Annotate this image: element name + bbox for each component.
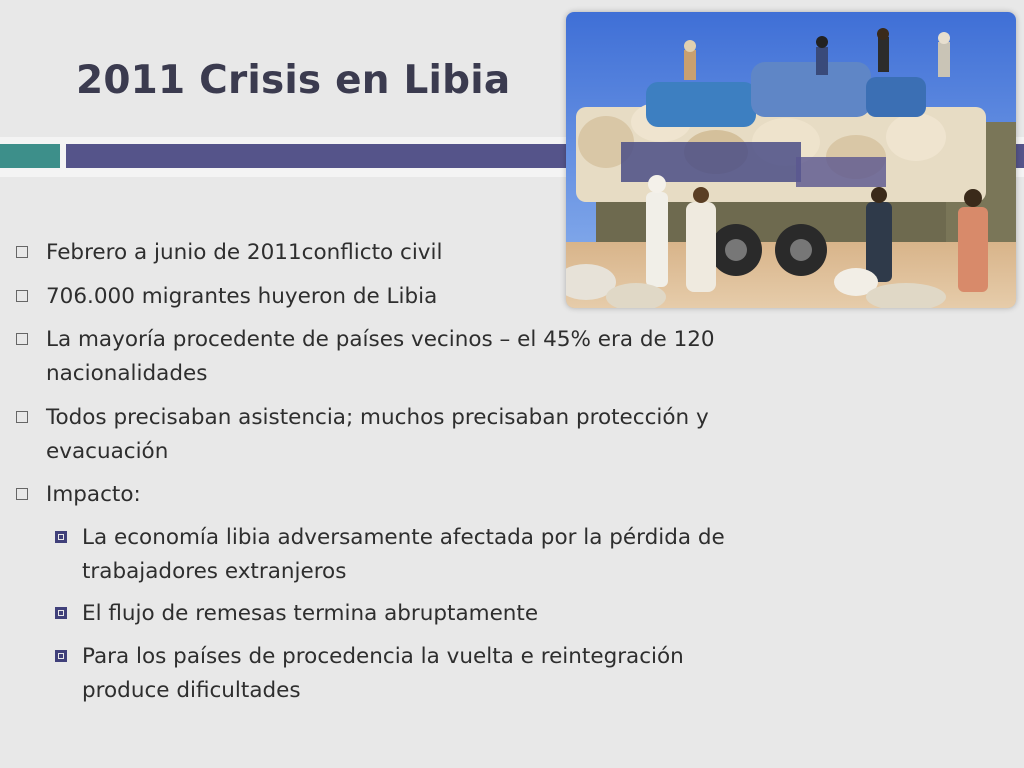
sub-bullet-text: La economía libia adversamente afectada por la pérdida de — [82, 525, 725, 550]
bullet-text: 706.000 migrantes huyeron de Libia — [46, 284, 438, 309]
bullet-text: La mayoría procedente de países vecinos – el 45% era de 120 — [46, 327, 715, 352]
sub-bullet-text: El flujo de remesas termina abruptamente — [82, 601, 539, 626]
title-rule-teal — [0, 144, 60, 168]
bullet-marker — [16, 411, 28, 423]
sub-bullet-text-continued: trabajadores extranjeros — [82, 559, 347, 584]
bullet-marker — [16, 333, 28, 345]
photo-truck-migrants-icon — [566, 12, 1016, 308]
sub-bullet-text-continued: produce dificultades — [82, 678, 301, 703]
bullet-text: Impacto: — [46, 482, 141, 507]
slide-photo — [566, 12, 1016, 308]
bullet-text-continued: nacionalidades — [46, 361, 208, 386]
slide-title: 2011 Crisis en Libia — [76, 58, 511, 103]
sub-bullet-marker — [55, 650, 67, 662]
bullet-text-continued: evacuación — [46, 439, 169, 464]
bullet-text: Febrero a junio de 2011conflicto civil — [46, 240, 443, 265]
bullet-marker — [16, 246, 28, 258]
sub-bullet-marker — [55, 531, 67, 543]
sub-bullet-text: Para los países de procedencia la vuelta e reintegración — [82, 644, 684, 669]
bullet-marker — [16, 488, 28, 500]
sub-bullet-marker — [55, 607, 67, 619]
bullet-text: Todos precisaban asistencia; muchos precisaban protección y — [46, 405, 709, 430]
bullet-marker — [16, 290, 28, 302]
